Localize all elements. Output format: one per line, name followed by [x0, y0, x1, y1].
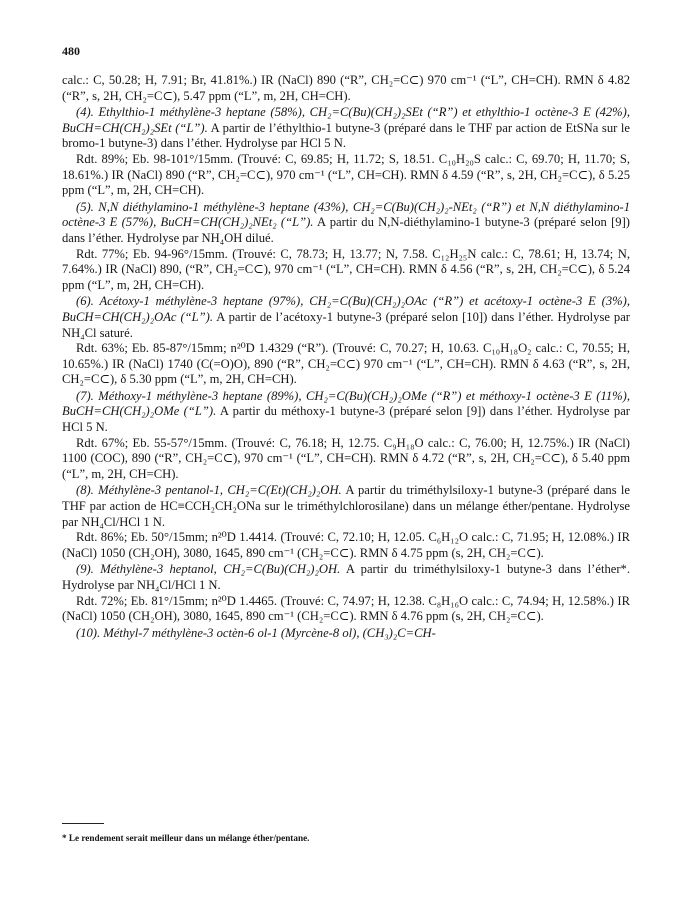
preparation-text: A partir du N,N-diéthylamino-1 butyne-3 (préparé selon [9]) dans l’éther. Hydrolyse par NH₄OH dilué. — [62, 215, 630, 245]
entry-9-data: Rdt. 72%; Eb. 81°/15mm; n²⁰D 1.4465. (Trouvé: C, 74.97; H, 12.38. C₈H₁₆O calc.: C, 74.94; H, 12.58%.) IR (NaCl) 1050 (CH₂OH), 3080, 1645, 890 cm⁻¹ (CH₂=C⊂). RMN δ 4.76 ppm (s, 2H, CH₂=C⊂). — [62, 593, 630, 624]
entry-8-data: Rdt. 86%; Eb. 50°/15mm; n²⁰D 1.4414. (Trouvé: C, 72.10; H, 12.05. C₆H₁₂O calc.: C, 71.95; H, 12.08%.) IR (NaCl) 1050 (CH₂OH), 3080, 1645, 890 cm⁻¹ (CH₂=C⊂). RMN δ 4.75 ppm (s, 2H, CH₂=C⊂). — [62, 530, 630, 560]
compound-title: (10). Méthyl-7 méthylène-3 octèn-6 ol-1 (Myrcène-8 ol), (CH₃)₂C=CH- — [76, 625, 436, 640]
compound-title: (5). N,N diéthylamino-1 méthylène-3 heptane (43%), CH₂=C(Bu)(CH₂)₂-NEt₂ (“R”) et N,N diéthylamino-1 octène-3 E (57%), BuCH=CH(CH₂)₂NEt₂ (“L”). — [62, 199, 630, 230]
compound-title: (7). Méthoxy-1 méthylène-3 heptane (89%), CH₂=C(Bu)(CH₂)₂OMe (“R”) et méthoxy-1 octène-3 E (11%), BuCH=CH(CH₂)₂OMe (“L”). — [62, 388, 630, 419]
body-text — [62, 73, 630, 641]
entry-6-data: Rdt. 63%; Eb. 85-87°/15mm; n²⁰D 1.4329 (“R”). (Trouvé: C, 70.27; H, 10.63. C₁₀H₁₈O₂ calc.: C, 70.55; H, 10.65%.) IR (NaCl) 1740 (C(=O)O), 890 (“R”, CH₂=C⊂) 970 cm⁻¹ (“L”, CH=CH). RMN δ 4.63 (“R”, s, 2H, CH₂=C⊂), δ 5.30 ppm (“L”, m, 2H, CH=CH). — [62, 341, 630, 387]
preparation-text: A partir du triméthylsiloxy-1 butyne-3 (préparé dans le THF par action de HC≡CCH₂CH₂ONa sur le triméthylchlorosilane) dans un mélange éther/pentane. Hydrolyse par NH₄Cl/HCl 1 N. — [62, 483, 630, 529]
compound-title: (8). Méthylène-3 pentanol-1, CH₂=C(Et)(CH₂)₂OH. — [76, 483, 342, 498]
entry-4-heading — [62, 105, 630, 152]
preparation-text: A partir de l’acétoxy-1 butyne-3 (préparé selon [10]) dans l’éther. Hydrolyse par NH₄Cl saturé. — [62, 309, 630, 340]
entry-7-data: Rdt. 67%; Eb. 55-57°/15mm. (Trouvé: C, 76.18; H, 12.75. C₉H₁₈O calc.: C, 76.00; H, 12.75%.) IR (NaCl) 1100 (COC), 890 (“R”, CH₂=C⊂), 970 cm⁻¹ (“L”, CH=CH). RMN δ 4.72 (“R”, s, 2H, CH₂=C⊂), δ 5.40 ppm (“L”, m, 2H, CH=CH). — [62, 435, 630, 481]
entry-9-heading — [62, 562, 630, 593]
entry-6-heading — [62, 294, 630, 341]
footnote-divider — [62, 823, 104, 824]
entry-5-heading — [62, 200, 630, 247]
preparation-text: A partir du triméthylsiloxy-1 butyne-3 dans l’éther*. Hydrolyse par NH₄Cl/HCl 1 N. — [62, 562, 630, 592]
compound-title: (6). Acétoxy-1 méthylène-3 heptane (97%), CH₂=C(Bu)(CH₂)₂OAc (“R”) et acétoxy-1 octène-3 E (3%), BuCH=CH(CH₂)₂OAc (“L”). — [62, 294, 630, 324]
page-number: 480 — [62, 44, 80, 58]
entry-8-heading — [62, 483, 630, 530]
entry-10-heading — [62, 626, 630, 642]
entry-5-data: Rdt. 77%; Eb. 94-96°/15mm. (Trouvé: C, 78.73; H, 13.77; N, 7.58. C₁₂H₂₅N calc.: C, 78.61; H, 13.74; N, 7.64%.) IR (NaCl) 890, (“R”, CH₂=C⊂), 970 cm⁻¹ (“L”, CH=CH). RMN δ 4.56 (“R”, s, 2H, CH₂=C⊂), δ 5.24 ppm (“L”, m, 2H, CH=CH). — [62, 246, 630, 292]
compound-title: (9). Méthylène-3 heptanol, CH₂=C(Bu)(CH₂)₂OH. — [76, 562, 341, 577]
entry-3-data-continued: calc.: C, 50.28; H, 7.91; Br, 41.81%.) IR (NaCl) 890 (“R”, CH₂=C⊂) 970 cm⁻¹ (“L”, CH=CH). RMN δ 4.82 (“R”, s, 2H, CH₂=C⊂), 5.47 ppm (“L”, m, 2H, CH=CH). — [62, 73, 630, 103]
entry-7-heading — [62, 389, 630, 436]
entry-4-data: Rdt. 89%; Eb. 98-101°/15mm. (Trouvé: C, 69.85; H, 11.72; S, 18.51. C₁₀H₂₀S calc.: C, 69.70; H, 11.70; S, 18.61%.) IR (NaCl) 890 (“R”, CH₂=C⊂), 970 cm⁻¹ (“L”, CH=CH). RMN δ 4.59 (“R”, s, 2H, CH₂=C⊂), δ 5.25 ppm (“L”, m, 2H, CH=CH). — [62, 151, 630, 198]
preparation-text: A partir de l’éthylthio-1 butyne-3 (préparé dans le THF par action de EtSNa sur le bromo-1 butyne-3) dans l’éther. Hydrolyse par HCl 5 N. — [62, 120, 630, 151]
compound-title: (4). Ethylthio-1 méthylène-3 heptane (58%), CH₂=C(Bu)(CH₂)₂SEt (“R”) et ethylthio-1 octène-3 E (42%), BuCH=CH(CH₂)₂SEt (“L”). — [62, 105, 630, 135]
preparation-text: A partir du méthoxy-1 butyne-3 (préparé selon [9]) dans l’éther. Hydrolyse par HCl 5 N. — [62, 404, 630, 435]
footnote: * Le rendement serait meilleur dans un mélange éther/pentane. — [62, 833, 310, 843]
